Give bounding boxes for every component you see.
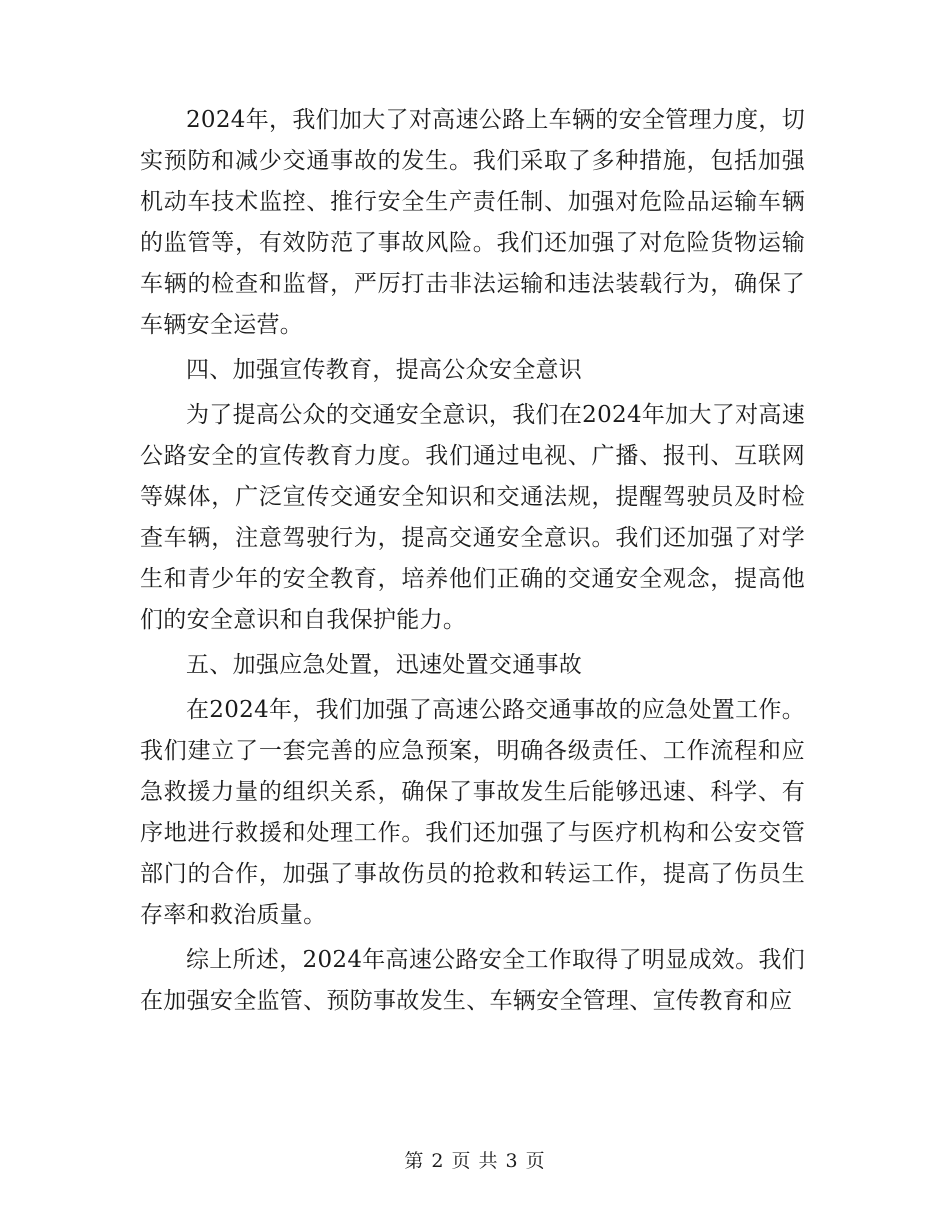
paragraph-vehicle-safety: 2024年，我们加大了对高速公路上车辆的安全管理力度，切实预防和减少交通事故的发生。我们采取了多种措施，包括加强机动车技术监控、推行安全生产责任制、加强对危险品运输车辆的监管等，有效防范了事故风险。我们还加强了对危险货物运输车辆的检查和监督，严厉打击非法运输和违法装载行为，确保了车辆安全运营。 (140, 107, 805, 338)
paragraph-emergency: 在2024年，我们加强了高速公路交通事故的应急处置工作。我们建立了一套完善的应急预案，明确各级责任、工作流程和应急救援力量的组织关系，确保了事故发生后能够迅速、科学、有序地进行救援和处理工作。我们还加强了与医疗机构和公安交管部门的合作，加强了事故伤员的抢救和转运工作，提高了伤员生存率和救治质量。 (140, 697, 805, 928)
section-heading-emergency: 五、加强应急处置，迅速处置交通事故 (186, 652, 583, 678)
section-heading-publicity: 四、加强宣传教育，提高公众安全意识 (186, 357, 583, 383)
document-body (140, 100, 805, 1026)
page-number-footer: 第 2 页 共 3 页 (404, 1150, 546, 1172)
paragraph-summary: 综上所述，2024年高速公路安全工作取得了明显成效。我们在加强安全监管、预防事故发生、车辆安全管理、宣传教育和应 (140, 947, 805, 1014)
paragraph-publicity: 为了提高公众的交通安全意识，我们在2024年加大了对高速公路安全的宣传教育力度。我们通过电视、广播、报刊、互联网等媒体，广泛宣传交通安全知识和交通法规，提醒驾驶员及时检查车辆，注意驾驶行为，提高交通安全意识。我们还加强了对学生和青少年的安全教育，培养他们正确的交通安全观念，提高他们的安全意识和自我保护能力。 (140, 402, 805, 633)
